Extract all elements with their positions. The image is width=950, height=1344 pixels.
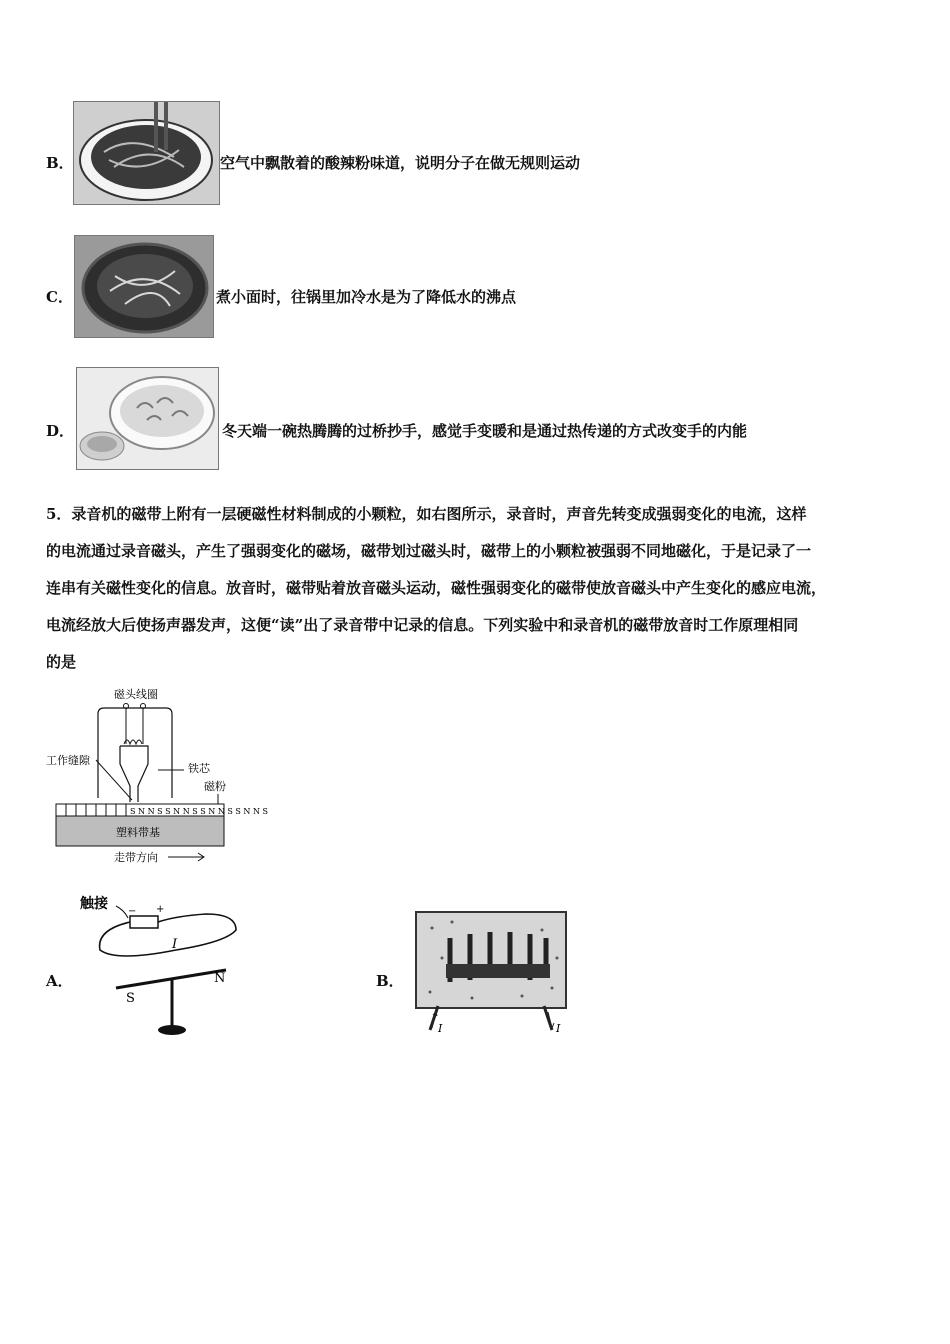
current-in-label: I xyxy=(438,1022,443,1035)
north-pole-label: N xyxy=(214,971,226,986)
option-d-letter: D． xyxy=(46,422,75,440)
magnetic-poles: S N N S S N N S S N N S S N N S xyxy=(130,807,268,816)
touch-label: 触接 xyxy=(80,896,108,912)
gap-label: 工作缝隙 xyxy=(46,754,90,767)
wire xyxy=(100,914,236,956)
core-label: 铁芯 xyxy=(188,762,210,775)
noodle-bowl-photo-c xyxy=(74,235,214,338)
current-out-label: I xyxy=(556,1022,561,1035)
noodle-bowl-photo-b xyxy=(73,101,220,205)
answer-a-letter: A． xyxy=(46,972,73,990)
oersted-experiment-figure xyxy=(76,890,246,1040)
minus-sign: − xyxy=(128,906,137,917)
base-label: 塑料带基 xyxy=(116,826,160,839)
plus-sign: + xyxy=(156,904,165,915)
answer-b-letter: B． xyxy=(376,972,404,990)
powder-label: 磁粉 xyxy=(204,780,226,793)
battery-icon xyxy=(130,916,158,928)
question-5-line-5: 的是 xyxy=(46,653,77,671)
option-c-text: 煮小面时，往锅里加冷水是为了降低水的沸点 xyxy=(216,288,517,306)
option-d-text: 冬天端一碗热腾腾的过桥抄手，感觉手变暖和是通过热传递的方式改变手的内能 xyxy=(222,422,748,440)
question-5-line-3: 连串有关磁性变化的信息。放音时，磁带贴着放音磁头运动，磁性强弱变化的磁带使放音磁头中产生变化的感应电流， xyxy=(46,579,827,597)
tape-head-diagram xyxy=(46,686,268,866)
wonton-bowl-photo-d xyxy=(76,367,219,470)
solenoid-filings-figure xyxy=(412,908,572,1038)
question-5-text xyxy=(46,496,906,681)
question-5-line-1: 5．录音机的磁带上附有一层硬磁性材料制成的小颗粒，如右图所示，录音时，声音先转变成强弱变化的电流，这样 xyxy=(46,505,807,523)
question-5-line-4: 电流经放大后使扬声器发声，这便“读”出了录音带中记录的信息。下列实验中和录音机的磁带放音时工作原理相同 xyxy=(46,616,799,634)
option-b-letter: B． xyxy=(46,154,74,172)
south-pole-label: S xyxy=(126,991,135,1006)
option-b-text: 空气中飘散着的酸辣粉味道，说明分子在做无规则运动 xyxy=(220,154,581,172)
option-c-letter: C． xyxy=(46,288,73,306)
coil-label: 磁头线圈 xyxy=(114,688,158,701)
direction-label: 走带方向 xyxy=(114,851,158,864)
current-label: I xyxy=(172,937,178,952)
question-5-line-2: 的电流通过录音磁头，产生了强弱变化的磁场，磁带划过磁头时，磁带上的小颗粒被强弱不同地磁化，于是记录了一 xyxy=(46,542,812,560)
